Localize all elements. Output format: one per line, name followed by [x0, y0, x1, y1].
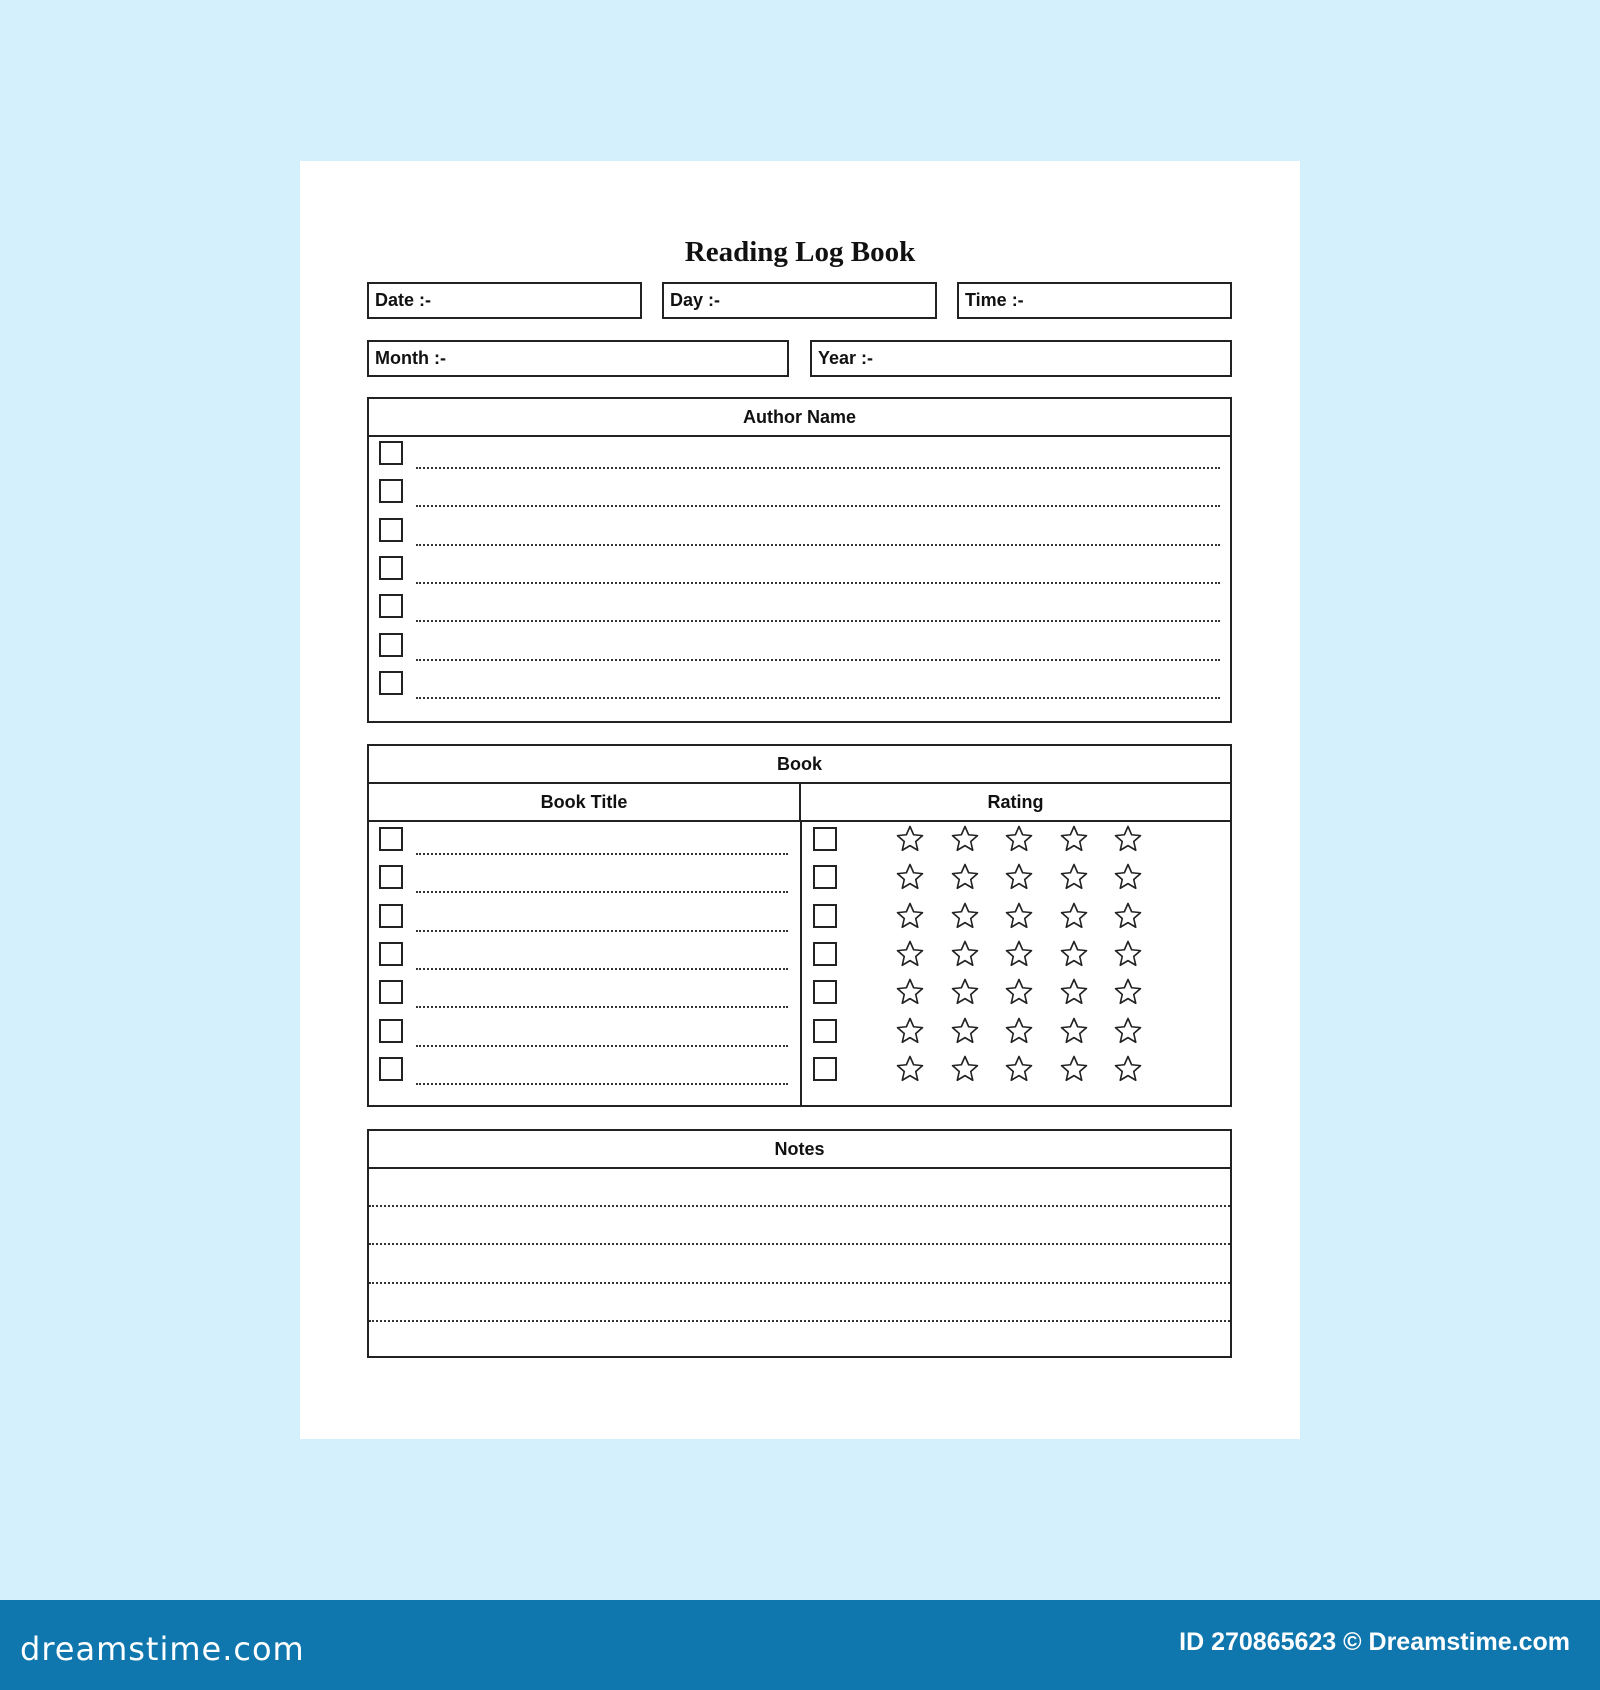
star-icon[interactable]	[1004, 1016, 1034, 1046]
notes-write-line[interactable]	[369, 1205, 1230, 1207]
star-icon[interactable]	[895, 862, 925, 892]
notes-section	[367, 1129, 1232, 1358]
author-write-line[interactable]	[416, 582, 1220, 584]
star-icon[interactable]	[1004, 939, 1034, 969]
day-field[interactable]	[662, 282, 937, 319]
author-checkbox[interactable]	[379, 479, 403, 503]
rating-checkbox[interactable]	[813, 1057, 837, 1081]
book-title-header: Book Title	[369, 784, 801, 822]
rating-checkbox[interactable]	[813, 980, 837, 1004]
book-header: Book	[369, 746, 1230, 784]
rating-checkbox[interactable]	[813, 942, 837, 966]
author-write-line[interactable]	[416, 697, 1220, 699]
notes-header: Notes	[369, 1131, 1230, 1169]
star-icon[interactable]	[895, 824, 925, 854]
date-label: Date :-	[375, 290, 432, 310]
book-title-checkbox[interactable]	[379, 865, 403, 889]
star-icon[interactable]	[950, 977, 980, 1007]
time-field[interactable]	[957, 282, 1232, 319]
year-field[interactable]	[810, 340, 1232, 377]
star-icon[interactable]	[895, 977, 925, 1007]
star-icon[interactable]	[1059, 1054, 1089, 1084]
star-icon[interactable]	[1113, 1054, 1143, 1084]
rating-checkbox[interactable]	[813, 827, 837, 851]
book-section	[367, 744, 1232, 1107]
book-title-checkbox[interactable]	[379, 904, 403, 928]
rating-checkbox[interactable]	[813, 904, 837, 928]
star-icon[interactable]	[950, 824, 980, 854]
star-icon[interactable]	[950, 1054, 980, 1084]
book-title-checkbox[interactable]	[379, 827, 403, 851]
author-name-header: Author Name	[369, 399, 1230, 437]
author-write-line[interactable]	[416, 659, 1220, 661]
date-field[interactable]	[367, 282, 642, 319]
column-divider	[800, 822, 802, 1105]
author-write-line[interactable]	[416, 544, 1220, 546]
book-title-checkbox[interactable]	[379, 1019, 403, 1043]
author-checkbox[interactable]	[379, 594, 403, 618]
star-icon[interactable]	[1004, 1054, 1034, 1084]
notes-write-line[interactable]	[369, 1320, 1230, 1322]
book-title-write-line[interactable]	[416, 891, 788, 893]
book-title-write-line[interactable]	[416, 1045, 788, 1047]
star-icon[interactable]	[950, 862, 980, 892]
image-credit: ID 270865623 © Dreamstime.com	[1179, 1628, 1570, 1656]
author-checkbox[interactable]	[379, 518, 403, 542]
star-icon[interactable]	[1059, 977, 1089, 1007]
book-title-checkbox[interactable]	[379, 980, 403, 1004]
star-icon[interactable]	[950, 939, 980, 969]
day-label: Day :-	[670, 290, 721, 310]
notes-write-line[interactable]	[369, 1282, 1230, 1284]
author-checkbox[interactable]	[379, 633, 403, 657]
book-title-write-line[interactable]	[416, 968, 788, 970]
author-write-line[interactable]	[416, 467, 1220, 469]
dreamstime-logo[interactable]: dreamstime.com	[20, 1630, 305, 1668]
star-icon[interactable]	[1113, 862, 1143, 892]
author-write-line[interactable]	[416, 620, 1220, 622]
star-icon[interactable]	[1004, 862, 1034, 892]
star-icon[interactable]	[895, 1016, 925, 1046]
star-icon[interactable]	[1059, 1016, 1089, 1046]
star-icon[interactable]	[1059, 901, 1089, 931]
rating-header: Rating	[801, 784, 1230, 822]
book-title-write-line[interactable]	[416, 1006, 788, 1008]
star-icon[interactable]	[950, 901, 980, 931]
author-name-section	[367, 397, 1232, 723]
book-title-write-line[interactable]	[416, 853, 788, 855]
author-checkbox[interactable]	[379, 556, 403, 580]
star-icon[interactable]	[1059, 939, 1089, 969]
star-icon[interactable]	[1059, 824, 1089, 854]
star-icon[interactable]	[1004, 901, 1034, 931]
star-icon[interactable]	[1113, 1016, 1143, 1046]
star-icon[interactable]	[1113, 939, 1143, 969]
time-label: Time :-	[965, 290, 1024, 310]
author-write-line[interactable]	[416, 505, 1220, 507]
rating-checkbox[interactable]	[813, 1019, 837, 1043]
star-icon[interactable]	[895, 901, 925, 931]
book-title-checkbox[interactable]	[379, 942, 403, 966]
star-icon[interactable]	[1004, 824, 1034, 854]
book-title-checkbox[interactable]	[379, 1057, 403, 1081]
footer-bar	[0, 1600, 1600, 1690]
month-label: Month :-	[375, 348, 446, 368]
star-icon[interactable]	[1004, 977, 1034, 1007]
book-title-write-line[interactable]	[416, 1083, 788, 1085]
star-icon[interactable]	[1113, 901, 1143, 931]
author-checkbox[interactable]	[379, 441, 403, 465]
star-icon[interactable]	[1059, 862, 1089, 892]
star-icon[interactable]	[895, 939, 925, 969]
author-checkbox[interactable]	[379, 671, 403, 695]
book-title-write-line[interactable]	[416, 930, 788, 932]
star-icon[interactable]	[1113, 977, 1143, 1007]
page-title: Reading Log Book	[684, 236, 916, 268]
star-icon[interactable]	[1113, 824, 1143, 854]
notes-write-line[interactable]	[369, 1243, 1230, 1245]
star-icon[interactable]	[895, 1054, 925, 1084]
star-icon[interactable]	[950, 1016, 980, 1046]
month-field[interactable]	[367, 340, 789, 377]
reading-log-page	[300, 161, 1300, 1439]
rating-checkbox[interactable]	[813, 865, 837, 889]
year-label: Year :-	[818, 348, 874, 368]
